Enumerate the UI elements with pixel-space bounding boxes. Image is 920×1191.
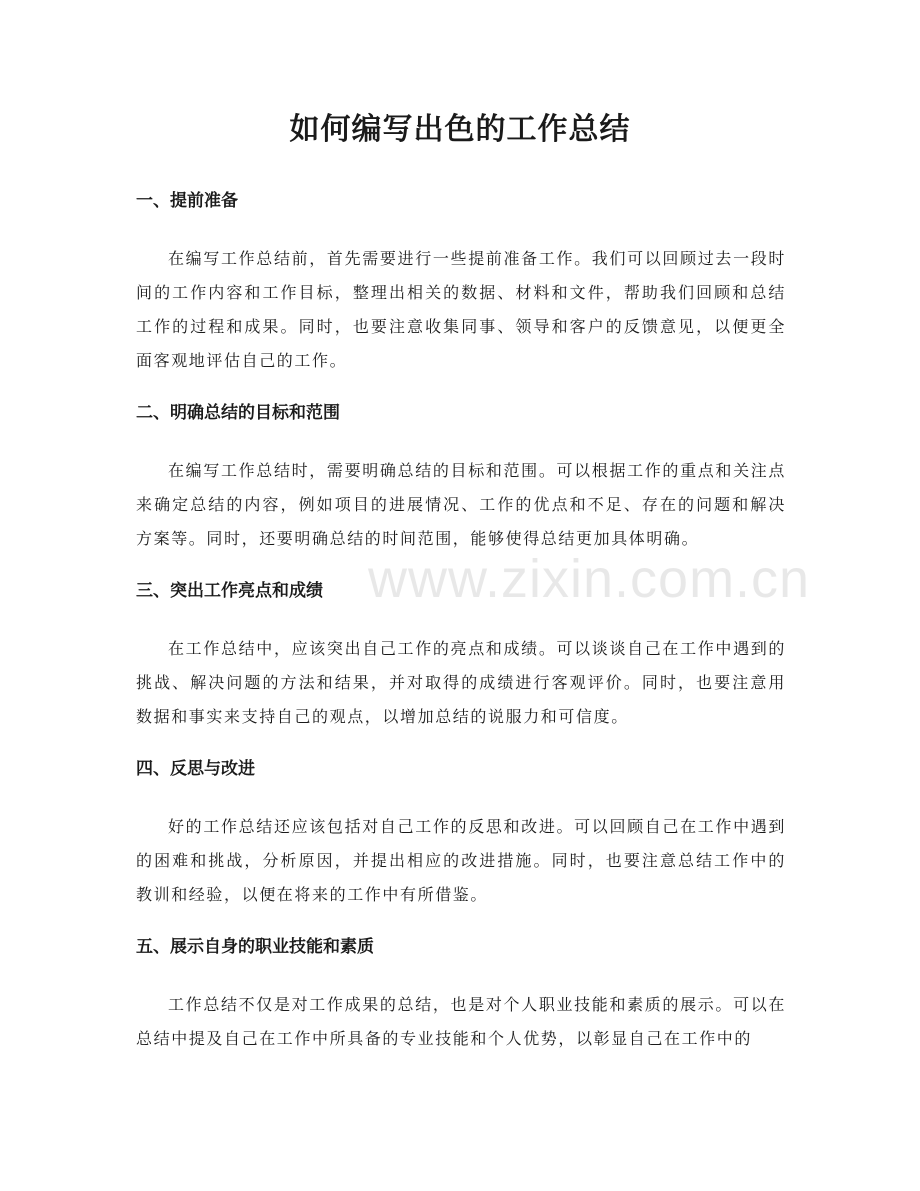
section-paragraph: 在工作总结中，应该突出自己工作的亮点和成绩。可以谈谈自己在工作中遇到的挑战、解决问题的方法和结果，并对取得的成绩进行客观评价。同时，也要注意用数据和事实来支持自己的观点，以增加总结的说服力和可信度。 [136, 639, 786, 726]
section-heading: 二、明确总结的目标和范围 [136, 403, 340, 423]
document-title: 如何编写出色的工作总结 [289, 112, 631, 147]
section-paragraph: 在编写工作总结时，需要明确总结的目标和范围。可以根据工作的重点和关注点来确定总结的内容，例如项目的进展情况、工作的优点和不足、存在的问题和解决方案等。同时，还要明确总结的时间范围，能够使得总结更加具体明确。 [136, 461, 786, 548]
section-paragraph: 在编写工作总结前，首先需要进行一些提前准备工作。我们可以回顾过去一段时间的工作内容和工作目标，整理出相关的数据、材料和文件，帮助我们回顾和总结工作的过程和成果。同时，也要注意收集同事、领导和客户的反馈意见，以便更全面客观地评估自己的工作。 [136, 249, 786, 370]
section-heading: 一、提前准备 [136, 191, 238, 211]
section-heading: 四、反思与改进 [136, 759, 255, 779]
document-content [136, 186, 786, 1076]
section-paragraph: 好的工作总结还应该包括对自己工作的反思和改进。可以回顾自己在工作中遇到的困难和挑战，分析原因，并提出相应的改进措施。同时，也要注意总结工作中的教训和经验，以便在将来的工作中有所借鉴。 [136, 817, 786, 904]
watermark: www.zixin.com.cn [368, 549, 811, 609]
section-paragraph: 工作总结不仅是对工作成果的总结，也是对个人职业技能和素质的展示。可以在总结中提及自己在工作中所具备的专业技能和个人优势，以彰显自己在工作中的 [136, 995, 786, 1048]
section-heading: 五、展示自身的职业技能和素质 [136, 937, 374, 957]
section-heading: 三、突出工作亮点和成绩 [136, 581, 323, 601]
